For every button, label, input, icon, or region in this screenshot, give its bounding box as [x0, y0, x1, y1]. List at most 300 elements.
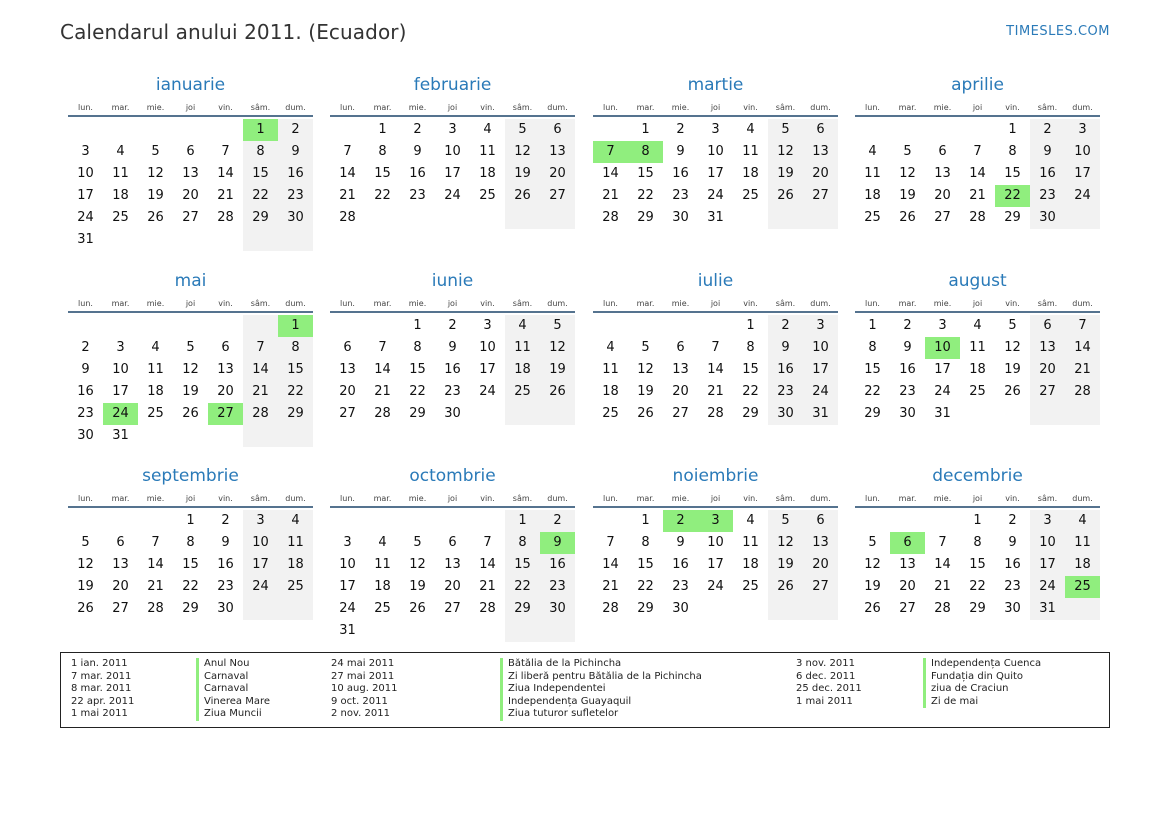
day-cell: 16: [672, 166, 689, 181]
holiday-day-cell: 6: [890, 532, 925, 554]
day-cell: 19: [1004, 362, 1021, 377]
day-cell: 2: [540, 510, 575, 532]
day-cell: 4: [151, 340, 160, 355]
month-iunie: [330, 266, 575, 421]
day-cell: 11: [112, 166, 129, 181]
day-cell: 24: [339, 601, 356, 616]
day-cell: 2: [278, 119, 313, 141]
day-cell: 26: [540, 381, 575, 403]
day-cell: 20: [1030, 359, 1065, 381]
weekday-label: joi: [185, 494, 196, 503]
day-cell: 4: [1065, 510, 1100, 532]
day-cell: 21: [217, 188, 234, 203]
holiday-name: Zi de mai: [923, 696, 978, 709]
day-cell: 24: [444, 188, 461, 203]
day-cell: 20: [899, 579, 916, 594]
day-cell: 18: [969, 362, 986, 377]
day-cell: 8: [378, 144, 387, 159]
weekend-empty-cell: [1065, 207, 1100, 229]
day-cell: 6: [1030, 315, 1065, 337]
day-cell: 29: [278, 403, 313, 425]
weekend-empty-cell: [803, 598, 838, 620]
day-cell: 29: [637, 601, 654, 616]
month-aprilie: [855, 70, 1100, 225]
weekend-empty-cell: [1065, 403, 1100, 425]
weekday-label: dum.: [810, 494, 831, 503]
day-cell: 10: [1030, 532, 1065, 554]
day-cell: 13: [444, 557, 461, 572]
day-cell: 6: [116, 535, 125, 550]
holiday-date: 6 dec. 2011: [796, 670, 856, 682]
day-cell: 8: [186, 535, 195, 550]
day-cell: 15: [243, 163, 278, 185]
day-cell: 30: [444, 406, 461, 421]
day-cell: 13: [217, 362, 234, 377]
day-cell: 13: [112, 557, 129, 572]
day-cell: 15: [969, 557, 986, 572]
day-cell: 24: [707, 579, 724, 594]
day-cell: 10: [112, 362, 129, 377]
weekday-label: vin.: [743, 299, 758, 308]
day-cell: 18: [147, 384, 164, 399]
day-cell: 28: [934, 601, 951, 616]
weekend-empty-cell: [505, 207, 540, 229]
day-cell: 18: [864, 188, 881, 203]
day-cell: 11: [602, 362, 619, 377]
day-cell: 12: [77, 557, 94, 572]
day-cell: 26: [899, 210, 916, 225]
weekday-label: mar.: [898, 494, 917, 503]
weekday-label: joi: [710, 103, 721, 112]
weekday-label: vin.: [218, 494, 233, 503]
day-cell: 31: [934, 406, 951, 421]
month-noiembrie: [593, 461, 838, 616]
day-cell: 24: [934, 384, 951, 399]
holiday-date: 1 mai 2011: [796, 695, 853, 707]
day-cell: 28: [602, 210, 619, 225]
weekend-empty-cell: [1065, 598, 1100, 620]
weekday-label: mar.: [636, 299, 655, 308]
day-cell: 26: [77, 601, 94, 616]
day-cell: 13: [803, 532, 838, 554]
day-cell: 9: [676, 144, 685, 159]
day-cell: 15: [505, 554, 540, 576]
day-cell: 20: [540, 163, 575, 185]
day-cell: 27: [803, 185, 838, 207]
day-cell: 8: [278, 337, 313, 359]
holiday-name: Bătălia de la Pichincha: [500, 658, 621, 671]
day-cell: 25: [602, 406, 619, 421]
day-cell: 31: [339, 623, 356, 638]
day-cell: 23: [278, 185, 313, 207]
weekday-label: mar.: [111, 103, 130, 112]
day-cell: 7: [378, 340, 387, 355]
day-cell: 6: [540, 119, 575, 141]
day-cell: 14: [602, 166, 619, 181]
weekday-label: vin.: [743, 494, 758, 503]
day-cell: 15: [637, 166, 654, 181]
weekend-empty-cell: [278, 425, 313, 447]
day-cell: 29: [182, 601, 199, 616]
weekday-label: vin.: [743, 103, 758, 112]
month-decembrie: [855, 461, 1100, 616]
weekday-label: dum.: [547, 494, 568, 503]
month-septembrie: [68, 461, 313, 616]
day-cell: 24: [803, 381, 838, 403]
month-name: august: [948, 271, 1007, 291]
day-cell: 30: [217, 601, 234, 616]
weekend-empty-cell: [540, 620, 575, 642]
day-cell: 26: [505, 185, 540, 207]
day-cell: 5: [768, 510, 803, 532]
holiday-day-cell: 8: [628, 141, 663, 163]
weekday-label: sâm.: [250, 299, 271, 308]
day-cell: 1: [505, 510, 540, 532]
weekday-header: [330, 296, 575, 313]
day-cell: 29: [409, 406, 426, 421]
weekday-label: mie.: [933, 494, 952, 503]
day-cell: 12: [409, 557, 426, 572]
day-cell: 14: [217, 166, 234, 181]
day-cell: 19: [505, 163, 540, 185]
holiday-name: Fundația din Quito: [923, 671, 1023, 684]
weekday-label: dum.: [547, 103, 568, 112]
day-cell: 31: [112, 428, 129, 443]
day-cell: 1: [746, 318, 755, 333]
weekday-label: lun.: [603, 494, 618, 503]
holiday-date: 3 nov. 2011: [796, 658, 855, 669]
month-name: decembrie: [932, 466, 1023, 486]
weekday-label: mie.: [146, 494, 165, 503]
day-cell: 31: [707, 210, 724, 225]
day-cell: 30: [672, 601, 689, 616]
day-cell: 27: [672, 406, 689, 421]
day-cell: 22: [742, 384, 759, 399]
weekday-label: mie.: [408, 103, 427, 112]
day-cell: 27: [1030, 381, 1065, 403]
day-cell: 23: [672, 188, 689, 203]
day-cell: 18: [742, 166, 759, 181]
day-cell: 16: [1004, 557, 1021, 572]
day-cell: 16: [899, 362, 916, 377]
weekday-label: joi: [447, 494, 458, 503]
day-cell: 18: [602, 384, 619, 399]
day-cell: 19: [899, 188, 916, 203]
day-cell: 25: [505, 381, 540, 403]
holiday-date: 1 ian. 2011: [71, 658, 128, 669]
day-cell: 28: [1065, 381, 1100, 403]
month-martie: [593, 70, 838, 225]
weekday-label: mie.: [671, 299, 690, 308]
day-cell: 22: [864, 384, 881, 399]
day-cell: 13: [672, 362, 689, 377]
weekday-label: mie.: [671, 494, 690, 503]
day-cell: 11: [969, 340, 986, 355]
weekend-empty-cell: [243, 425, 278, 447]
weekday-label: mar.: [636, 494, 655, 503]
day-cell: 4: [606, 340, 615, 355]
month-iulie: [593, 266, 838, 421]
day-cell: 3: [81, 144, 90, 159]
holiday-name: Carnaval: [196, 683, 248, 696]
month-name: octombrie: [409, 466, 496, 486]
day-cell: 28: [374, 406, 391, 421]
day-cell: 28: [602, 601, 619, 616]
day-cell: 29: [243, 207, 278, 229]
day-cell: 3: [1065, 119, 1100, 141]
day-cell: 12: [1004, 340, 1021, 355]
day-cell: 21: [934, 579, 951, 594]
weekday-header: [330, 100, 575, 117]
weekday-label: mie.: [408, 494, 427, 503]
day-cell: 19: [768, 554, 803, 576]
day-cell: 8: [1008, 144, 1017, 159]
day-cell: 8: [505, 532, 540, 554]
day-cell: 9: [1008, 535, 1017, 550]
day-cell: 21: [339, 188, 356, 203]
weekday-label: dum.: [1072, 494, 1093, 503]
day-cell: 13: [339, 362, 356, 377]
weekday-label: dum.: [1072, 299, 1093, 308]
day-cell: 4: [483, 122, 492, 137]
day-cell: 5: [186, 340, 195, 355]
day-cell: 24: [1065, 185, 1100, 207]
day-cell: 10: [77, 166, 94, 181]
day-cell: 24: [707, 188, 724, 203]
weekday-label: mar.: [898, 103, 917, 112]
day-cell: 19: [768, 163, 803, 185]
weekday-label: sâm.: [250, 494, 271, 503]
day-cell: 24: [77, 210, 94, 225]
day-cell: 3: [448, 122, 457, 137]
weekday-label: lun.: [78, 103, 93, 112]
day-cell: 23: [444, 384, 461, 399]
month-name: iulie: [697, 271, 734, 291]
day-cell: 25: [112, 210, 129, 225]
holiday-date: 25 dec. 2011: [796, 683, 862, 694]
day-cell: 9: [768, 337, 803, 359]
day-cell: 22: [637, 188, 654, 203]
weekday-label: joi: [447, 299, 458, 308]
day-cell: 15: [278, 359, 313, 381]
day-cell: 16: [409, 166, 426, 181]
weekday-label: mar.: [373, 494, 392, 503]
day-cell: 8: [413, 340, 422, 355]
day-cell: 4: [868, 144, 877, 159]
holiday-day-cell: 10: [925, 337, 960, 359]
day-cell: 14: [243, 359, 278, 381]
day-cell: 3: [483, 318, 492, 333]
day-cell: 26: [409, 601, 426, 616]
day-cell: 18: [479, 166, 496, 181]
day-cell: 17: [707, 166, 724, 181]
weekday-label: mie.: [408, 299, 427, 308]
day-cell: 12: [147, 166, 164, 181]
day-cell: 21: [147, 579, 164, 594]
day-cell: 2: [81, 340, 90, 355]
weekend-empty-cell: [243, 598, 278, 620]
day-cell: 3: [711, 122, 720, 137]
day-cell: 11: [147, 362, 164, 377]
month-name: mai: [174, 271, 207, 291]
day-cell: 7: [606, 535, 615, 550]
day-cell: 20: [112, 579, 129, 594]
weekend-empty-cell: [1030, 403, 1065, 425]
month-name: iunie: [431, 271, 474, 291]
day-cell: 21: [1065, 359, 1100, 381]
month-ianuarie: [68, 70, 313, 247]
day-cell: 31: [803, 403, 838, 425]
month-name: ianuarie: [155, 75, 226, 95]
day-cell: 10: [803, 337, 838, 359]
day-cell: 11: [864, 166, 881, 181]
day-cell: 7: [151, 535, 160, 550]
day-cell: 23: [672, 579, 689, 594]
day-cell: 22: [243, 185, 278, 207]
weekday-label: sâm.: [775, 103, 796, 112]
day-cell: 29: [969, 601, 986, 616]
weekday-label: lun.: [340, 103, 355, 112]
holiday-day-cell: 2: [663, 510, 698, 532]
weekday-label: dum.: [285, 103, 306, 112]
day-cell: 10: [1065, 141, 1100, 163]
weekday-label: joi: [710, 299, 721, 308]
holiday-date: 7 mar. 2011: [71, 670, 132, 682]
site-link[interactable]: TIMESLES.COM: [1006, 24, 1110, 39]
day-cell: 11: [479, 144, 496, 159]
day-cell: 16: [217, 557, 234, 572]
weekend-empty-cell: [768, 598, 803, 620]
day-cell: 6: [448, 535, 457, 550]
day-cell: 17: [934, 362, 951, 377]
weekday-label: dum.: [1072, 103, 1093, 112]
weekday-label: lun.: [78, 494, 93, 503]
weekday-header: [68, 491, 313, 508]
day-cell: 3: [116, 340, 125, 355]
holiday-day-cell: 1: [243, 119, 278, 141]
day-cell: 27: [339, 406, 356, 421]
day-cell: 5: [505, 119, 540, 141]
weekday-label: sâm.: [512, 299, 533, 308]
weekday-label: sâm.: [512, 103, 533, 112]
holiday-day-cell: 1: [278, 315, 313, 337]
weekday-label: vin.: [1005, 103, 1020, 112]
weekday-label: lun.: [603, 103, 618, 112]
day-cell: 16: [1030, 163, 1065, 185]
day-cell: 23: [768, 381, 803, 403]
weekday-label: sâm.: [1037, 103, 1058, 112]
day-cell: 12: [540, 337, 575, 359]
day-cell: 13: [934, 166, 951, 181]
day-cell: 5: [151, 144, 160, 159]
day-cell: 27: [444, 601, 461, 616]
day-cell: 29: [1004, 210, 1021, 225]
day-cell: 14: [147, 557, 164, 572]
day-cell: 15: [409, 362, 426, 377]
weekday-label: dum.: [810, 299, 831, 308]
day-cell: 1: [413, 318, 422, 333]
weekday-label: dum.: [285, 494, 306, 503]
weekday-label: vin.: [1005, 494, 1020, 503]
day-cell: 30: [77, 428, 94, 443]
day-cell: 9: [278, 141, 313, 163]
weekend-empty-cell: [540, 403, 575, 425]
holiday-day-cell: 22: [995, 185, 1030, 207]
holiday-name: Ziua tuturor sufletelor: [500, 708, 618, 721]
weekend-empty-cell: [540, 207, 575, 229]
weekend-empty-cell: [278, 598, 313, 620]
day-cell: 11: [1065, 532, 1100, 554]
day-cell: 5: [540, 315, 575, 337]
day-cell: 5: [768, 119, 803, 141]
holiday-day-cell: 3: [698, 510, 733, 532]
day-cell: 10: [444, 144, 461, 159]
day-cell: 29: [637, 210, 654, 225]
weekday-header: [593, 100, 838, 117]
day-cell: 12: [864, 557, 881, 572]
holiday-name: Ziua Muncii: [196, 708, 262, 721]
day-cell: 26: [864, 601, 881, 616]
day-cell: 4: [973, 318, 982, 333]
day-cell: 15: [182, 557, 199, 572]
day-cell: 20: [672, 384, 689, 399]
day-cell: 18: [374, 579, 391, 594]
day-cell: 18: [278, 554, 313, 576]
day-cell: 8: [973, 535, 982, 550]
day-cell: 26: [768, 185, 803, 207]
day-cell: 23: [409, 188, 426, 203]
day-cell: 1: [973, 513, 982, 528]
day-cell: 27: [540, 185, 575, 207]
day-cell: 6: [938, 144, 947, 159]
day-cell: 10: [243, 532, 278, 554]
day-cell: 7: [973, 144, 982, 159]
day-cell: 5: [1008, 318, 1017, 333]
day-cell: 11: [742, 535, 759, 550]
day-cell: 31: [1030, 598, 1065, 620]
day-cell: 22: [278, 381, 313, 403]
day-cell: 23: [1030, 185, 1065, 207]
weekday-label: dum.: [810, 103, 831, 112]
day-cell: 26: [1004, 384, 1021, 399]
day-cell: 21: [602, 579, 619, 594]
day-cell: 25: [479, 188, 496, 203]
month-name: martie: [687, 75, 744, 95]
day-cell: 26: [147, 210, 164, 225]
day-cell: 23: [1004, 579, 1021, 594]
day-cell: 9: [903, 340, 912, 355]
day-cell: 22: [182, 579, 199, 594]
day-cell: 18: [1065, 554, 1100, 576]
day-cell: 19: [637, 384, 654, 399]
weekday-label: joi: [972, 494, 983, 503]
weekday-label: lun.: [78, 299, 93, 308]
page-title: Calendarul anului 2011. (Ecuador): [60, 20, 407, 44]
day-cell: 22: [505, 576, 540, 598]
day-cell: 15: [742, 362, 759, 377]
day-cell: 29: [742, 406, 759, 421]
weekday-label: lun.: [340, 299, 355, 308]
day-cell: 17: [1065, 163, 1100, 185]
day-cell: 7: [711, 340, 720, 355]
day-cell: 17: [77, 188, 94, 203]
holiday-day-cell: 27: [208, 403, 243, 425]
day-cell: 17: [444, 166, 461, 181]
weekday-label: lun.: [865, 494, 880, 503]
day-cell: 30: [540, 598, 575, 620]
day-cell: 1: [186, 513, 195, 528]
day-cell: 25: [278, 576, 313, 598]
